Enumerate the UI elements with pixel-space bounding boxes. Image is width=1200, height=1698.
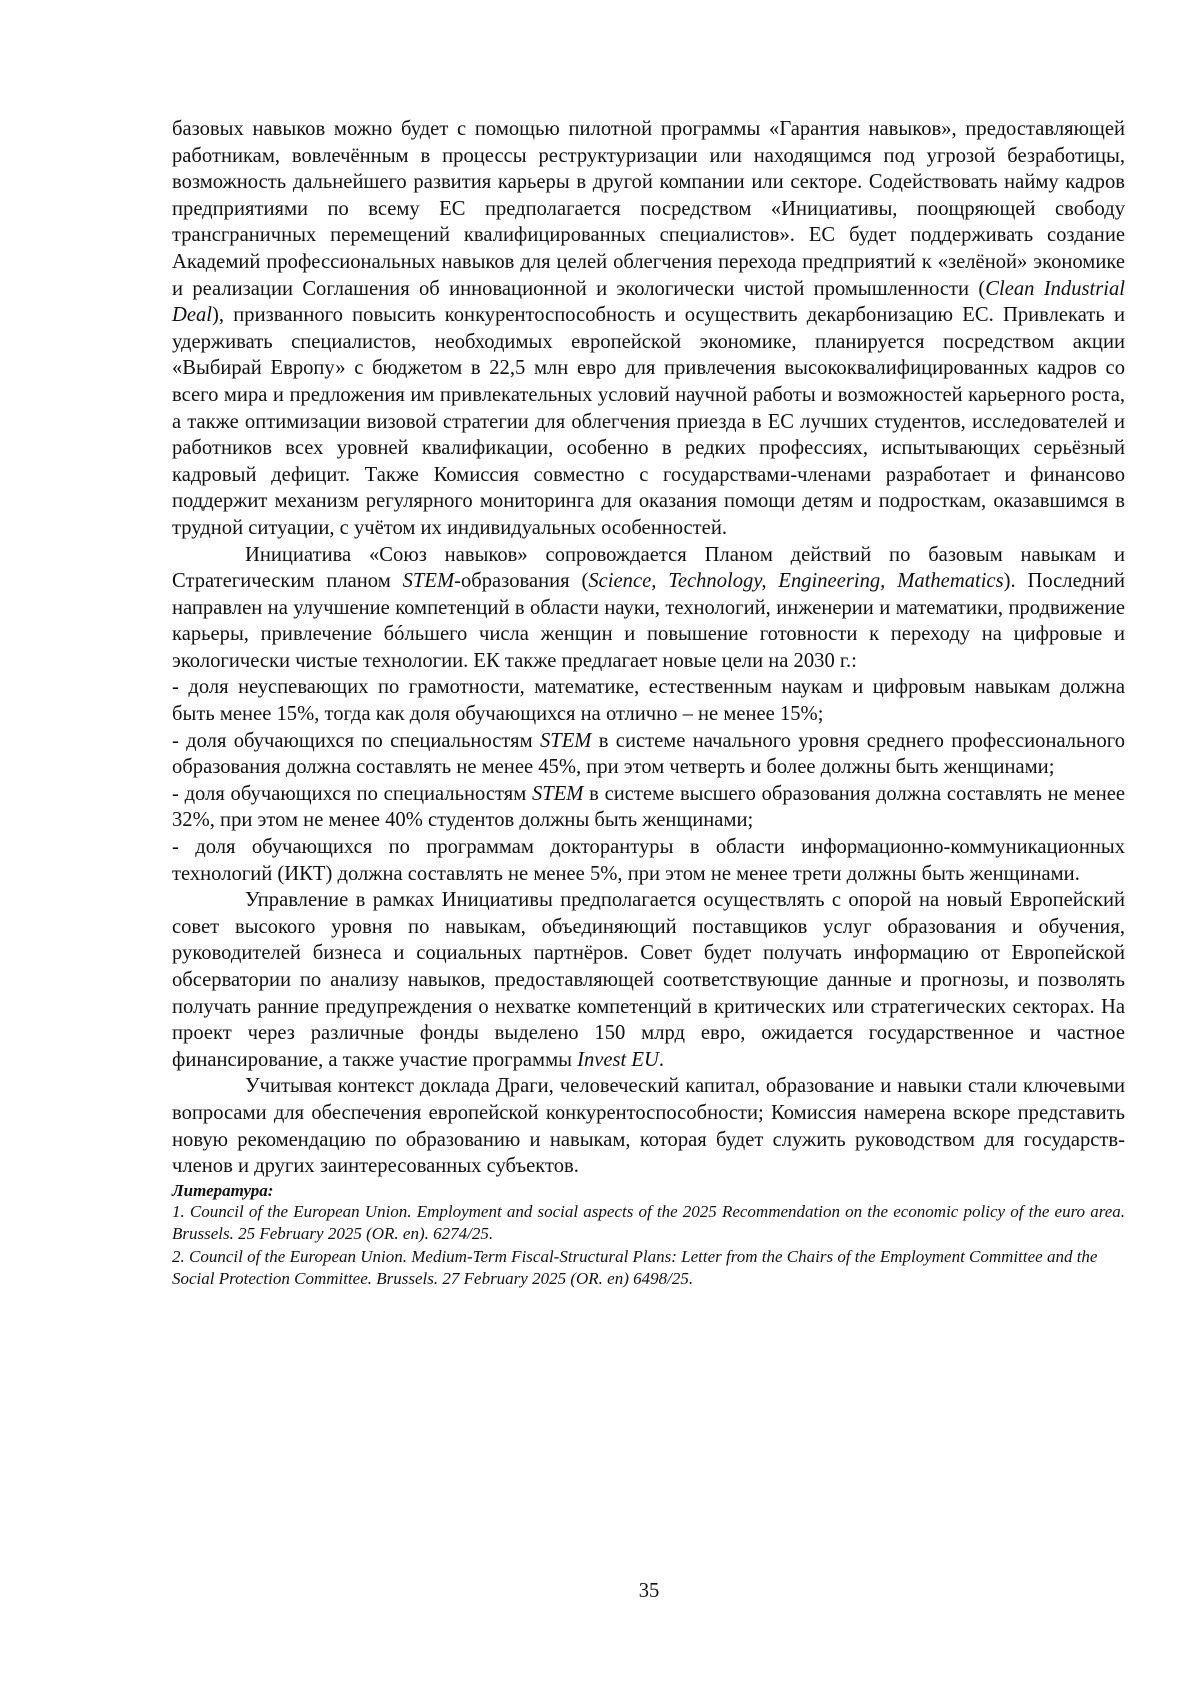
- paragraph-text: ), призванного повысить конкурентоспособность и осуществить декарбонизацию ЕС. Привлекать и удерживать специалистов, необходимых европейской экономике, планируется посредством акции «Выбирай Европу» с бюджетом в 22,5 млн евро для привлечения высококвалифицированных кадров со всего мира и предложения им привлекательных условий научной работы и возможностей карьерного роста, а также оптимизации визовой стратегии для облегчения приезда в ЕС лучших студентов, исследователей и работников всех уровней квалификации, особенно в редких профессиях, испытывающих серьёзный кадровый дефицит. Также Комиссия совместно с государствами-членами разработает и финансово поддержит механизм регулярного мониторинга для оказания помощи детям и подросткам, оказавшимся в трудной ситуации, с учётом их индивидуальных особенностей.: [172, 304, 1125, 539]
- paragraph-governance: [172, 887, 1125, 1073]
- list-item-text: - доля обучающихся по специальностям: [172, 782, 532, 805]
- paragraph-text: базовых навыков можно будет с помощью пилотной программы «Гарантия навыков», предоставляющей работникам, вовлечённым в процессы реструктуризации или находящимся под угрозой безработицы, возможность дальнейшего развития карьеры в другой компании или секторе. Содействовать найму кадров предприятиями по всему ЕС предполагается посредством «Инициативы, поощряющей свободу трансграничных перемещений квалифицированных специалистов». ЕС будет поддерживать создание Академий профессиональных навыков для целей облегчения перехода предприятий к «зелёной» экономике и реализации Соглашения об инновационной и экологически чистой промышленности (: [172, 118, 1125, 300]
- list-item-text: - доля обучающихся по специальностям: [172, 729, 540, 752]
- reference-item: 1. Council of the European Union. Employment and social aspects of the 2025 Recommendation on the economic policy of the euro area. Brussels. 25 February 2025 (OR. en). 6274/25.: [172, 1201, 1125, 1244]
- italic-term: Science, Technology, Engineering, Mathematics: [588, 570, 1004, 593]
- italic-term: STEM: [402, 570, 455, 593]
- paragraph-text: -образования (: [454, 570, 589, 593]
- paragraph-draghi-report: Учитывая контекст доклада Драги, человеческий капитал, образование и навыки стали ключевыми вопросами для обеспечения европейской конкурентоспособности; Комиссия намерена вскоре представить новую рекомендацию по образованию и навыкам, которая будет служить руководством для государств-членов и других заинтересованных субъектов.: [172, 1075, 1125, 1178]
- italic-term: Invest EU: [577, 1048, 659, 1071]
- list-item-text: в системе высшего образования должна составлять не менее 32%, при этом не менее 40% студентов должны быть женщинами;: [172, 782, 1125, 832]
- list-item: [172, 781, 1125, 834]
- list-item: - доля неуспевающих по грамотности, математике, естественным наукам и цифровым навыкам должна быть менее 15%, тогда как доля обучающихся на отлично – не менее 15%;: [172, 676, 1125, 726]
- paragraph-skills-guarantee: [172, 116, 1125, 542]
- reference-item: 2. Council of the European Union. Medium-Term Fiscal-Structural Plans: Letter from the Chairs of the Employment Committee and the Social Protection Committee. Brussels. 27 February 2025 (OR. en) 6498/25.: [172, 1246, 1098, 1289]
- paragraph-text: Управление в рамках Инициативы предполагается осуществлять с опорой на новый Европейский совет высокого уровня по навыкам, объединяющий поставщиков услуг образования и обучения, руководителей бизнеса и социальных партнёров. Совет будет получать информацию от Европейской обсерватории по анализу навыков, предоставляющей соответствующие данные и прогнозы, и позволять получать ранние предупреждения о нехватке компетенций в критических или стратегических секторах. На проект через различные фонды выделено 150 млрд евро, ожидается государственное и частное финансирование, а также участие программы: [172, 889, 1125, 1071]
- document-page: [172, 116, 1125, 1291]
- paragraph-text: .: [658, 1048, 665, 1071]
- list-item: [172, 728, 1125, 781]
- italic-term: STEM: [539, 729, 592, 752]
- list-item-text: в системе начального уровня среднего профессионального образования должна составлять не менее 45%, при этом четверть и более должны быть женщинами;: [172, 729, 1126, 779]
- paragraph-skills-union: [172, 542, 1125, 675]
- paragraph-text: Инициатива «Союз навыков» сопровождается Планом действий по базовым навыкам и Стратегическим планом: [172, 543, 1125, 593]
- list-item: - доля обучающихся по программам докторантуры в области информационно-коммуникационных технологий (ИКТ) должна составлять не менее 5%, при этом не менее трети должны быть женщинами.: [172, 836, 1125, 885]
- italic-term: Clean Industrial Deal: [172, 277, 1125, 327]
- references-title: Литература:: [172, 1180, 274, 1200]
- italic-term: STEM: [531, 782, 584, 805]
- paragraph-text: ). Последний направлен на улучшение компетенций в области науки, технологий, инженерии и математики, продвижение карьеры, привлечение бóльшего числа женщин и повышение готовности к переходу на цифровые и экологически чистые технологии. ЕК также предлагает новые цели на 2030 г.:: [172, 570, 1125, 672]
- page-number: 35: [638, 1580, 660, 1602]
